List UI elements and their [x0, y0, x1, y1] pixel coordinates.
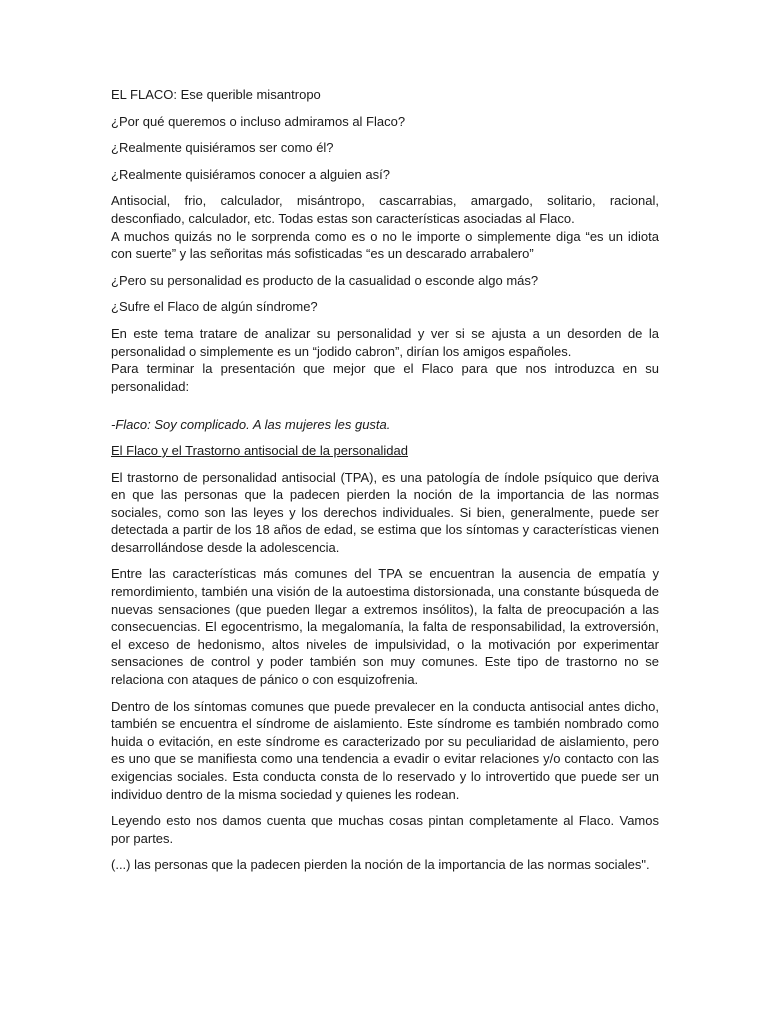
document-page	[111, 86, 659, 883]
paragraph-tpa: El trastorno de personalidad antisocial (TPA), es una patología de índole psíquico que deriva en que las personas que la padecen pierden la noción de la importancia de las normas sociales, como son las leyes y los derechos individuales. Si bien, generalmente, puede ser detectada a partir de los 18 años de edad, se estima que los síntomas y características vienen desarrollándose desde la adolescencia.	[111, 469, 659, 555]
section-heading	[111, 442, 659, 460]
paragraph-intro-line-2: Para terminar la presentación que mejor que el Flaco para que nos introduzca en su personalidad:	[111, 361, 659, 394]
question-1: ¿Por qué queremos o incluso admiramos al Flaco?	[111, 113, 406, 129]
paragraph-traits	[111, 192, 659, 262]
paragraph-traits-line-2: A muchos quizás no le sorprenda como es o no le importe o simplemente diga “es un idiota con suerte” y las señoritas más sofisticadas “es un descarado arrabalero”	[111, 228, 659, 262]
document-title: EL FLACO: Ese querible misantropo	[111, 87, 321, 102]
flaco-quote: -Flaco: Soy complicado. A las mujeres les gusta.	[111, 417, 391, 433]
paragraph-isolation: Dentro de los síntomas comunes que puede prevalecer en la conducta antisocial antes dicho, también se encuentra el síndrome de aislamiento. Este síndrome es también nombrado como huida o evitación, en este síndrome es caracterizado por su peculiaridad de aislamiento, pero es uno que se manifiesta como una tendencia a evadir o evitar relaciones y/o contacto con las exigencias sociales. Esta conducta consta de lo reservado y lo introvertido que puede ser un individuo dentro de la misma sociedad y quienes les rodean.	[111, 698, 659, 802]
paragraph-intro-line-1: En este tema tratare de analizar su personalidad y ver si se ajusta a un desorden de la personalidad o simplemente es un “jodido cabron”, dirían los amigos españoles.	[111, 325, 659, 359]
paragraph-cite: (...) las personas que la padecen pierden la noción de la importancia de las normas sociales".	[111, 857, 650, 873]
paragraph-reading: Leyendo esto nos damos cuenta que muchas cosas pintan completamente al Flaco. Vamos por partes.	[111, 813, 659, 846]
question-2: ¿Realmente quisiéramos ser como él?	[111, 140, 334, 156]
question-5: ¿Sufre el Flaco de algún síndrome?	[111, 299, 318, 315]
question-3: ¿Realmente quisiéramos conocer a alguien así?	[111, 166, 390, 182]
question-4: ¿Pero su personalidad es producto de la casualidad o esconde algo más?	[111, 272, 539, 288]
paragraph-traits-line-1: Antisocial, frio, calculador, misántropo, cascarrabias, amargado, solitario, racional, desconfiado, calculador, etc. Todas estas son características asociadas al Flaco.	[111, 193, 659, 226]
paragraph-intro	[111, 325, 659, 395]
section-heading-text: El Flaco y el Trastorno antisocial de la personalidad	[111, 442, 408, 458]
paragraph-features: Entre las características más comunes del TPA se encuentran la ausencia de empatía y remordimiento, también una visión de la autoestima distorsionada, una constante búsqueda de nuevas sensaciones (que pueden llegar a extremos insólitos), la falta de preocupación a las consecuencias. El egocentrismo, la megalomanía, la falta de responsabilidad, la extroversión, el exceso de hedonismo, altos niveles de impulsividad, o la motivación por experimentar sensaciones de control y poder también son muy comunes. Este tipo de trastorno no se relaciona con ataques de pánico o con esquizofrenia.	[111, 566, 659, 688]
